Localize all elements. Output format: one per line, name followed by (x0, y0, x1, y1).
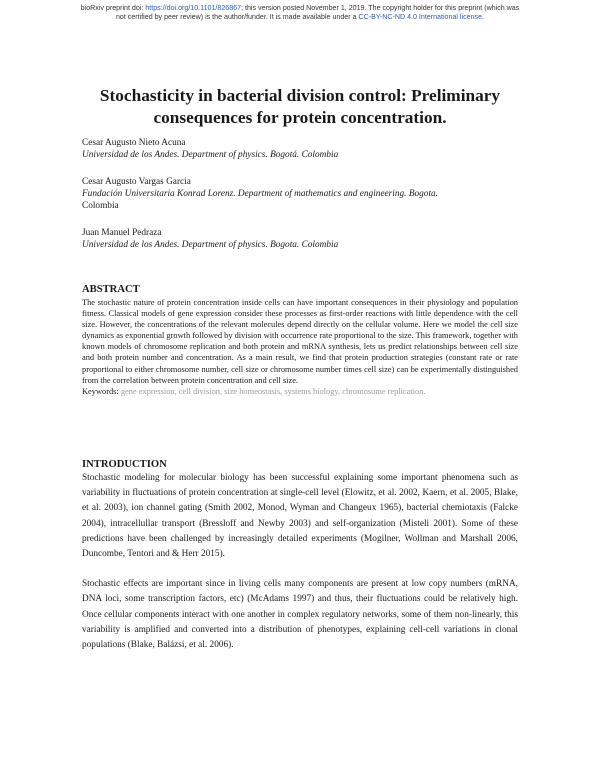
abstract-text: The stochastic nature of protein concentration inside cells can have important consequences in their physiology and population fitness. Classical models of gene expression consider these processes as first-order reactions with little dependence with the cell size. However, the concentrations of the relevant molecules depend directly on the cellular volume. Here we model the cell size dynamics as exponential growth followed by division with occurrence rate proportional to the size. This framework, together with known models of chromosome replication and both protein and mRNA synthesis, lets us predict relationships between cell size and both protein number and concentration. As a main result, we find that protein production strategies (constant rate or rate proportional to either chromosome number, cell size or chromosome number times cell size) can be experimentally distinguished from the correlation between protein concentration and cell size. (82, 298, 518, 385)
doi-link[interactable]: https://doi.org/10.1101/826867 (145, 4, 242, 12)
author-name: Cesar Augusto Nieto Acuna (82, 138, 186, 148)
author-affiliation: Fundación Universitaria Konrad Lorenz. Department of mathematics and engineering. Bogota. (82, 189, 439, 199)
author-block (82, 137, 522, 161)
author-block (82, 227, 522, 251)
author-block (82, 176, 522, 212)
abstract-heading: ABSTRACT (82, 284, 140, 295)
author-name: Juan Manuel Pedraza (82, 228, 162, 238)
preprint-notice-line1 (30, 4, 570, 13)
preprint-notice (30, 4, 570, 22)
introduction-section (82, 458, 518, 653)
author-affiliation: Universidad de los Andes. Department of physics. Bogota. Colombia (82, 240, 339, 250)
author-list (82, 137, 522, 266)
keywords-label: Keywords: (82, 386, 119, 396)
author-name: Cesar Augusto Vargas Garcia (82, 177, 191, 187)
introduction-paragraph: Stochastic effects are important since in living cells many components are present at low copy numbers (mRNA, DNA loci, some transcription factors, etc) (McAdams 1997) and thus, their fluctuations could be relatively high. Once cellular components interact with one another in complex regulatory networks, some of them non-linearly, this variability is amplified and converted into a distribution of phenotypes, explaining cell-cell variations in clonal populations (Blake, Balázsi, et al. 2006). (82, 579, 518, 651)
abstract-section (82, 283, 518, 397)
author-affiliation-country: Colombia (82, 201, 119, 211)
notice-prefix: bioRxiv preprint doi: (80, 4, 146, 12)
keywords-text: gene expression, cell division, size homeostasis, systems biology, chromosome replication. (120, 386, 426, 396)
keywords (82, 386, 518, 397)
preprint-notice-line2 (30, 13, 570, 22)
notice-license-prefix: not certified by peer review) is the author/funder. It is made available under a (115, 13, 359, 21)
introduction-paragraph: Stochastic modeling for molecular biology has been successful explaining some important phenomena such as variability in fluctuations of protein concentration at single-cell level (Elowitz, et al. 2002, Kaern, et al. 2005, Blake, et al. 2003), ion channel gating (Smith 2002, Monod, Wyman and Changeux 1965), bacterial chemiotaxis (Falcke 2004), intracellullar transport (Bressloff and Newby 2003) and self-organization (Misteli 2001). Some of these predictions have been challenged by increasingly detailed experiments (Mogilner, Wollman and Marshall 2006, Duncombe, Tentori and & Herr 2015). (82, 473, 518, 560)
notice-end: . (482, 13, 485, 21)
introduction-heading: INTRODUCTION (82, 459, 167, 470)
author-affiliation: Universidad de los Andes. Department of physics. Bogotá. Colombia (82, 150, 339, 160)
license-link[interactable]: CC-BY-NC-ND 4.0 International license (358, 13, 483, 21)
paper-title: Stochasticity in bacterial division control: Preliminary consequences for protein concentration. (99, 86, 501, 127)
notice-posted-text: ; this version posted November 1, 2019. The copyright holder for this preprint (which was (241, 4, 520, 12)
